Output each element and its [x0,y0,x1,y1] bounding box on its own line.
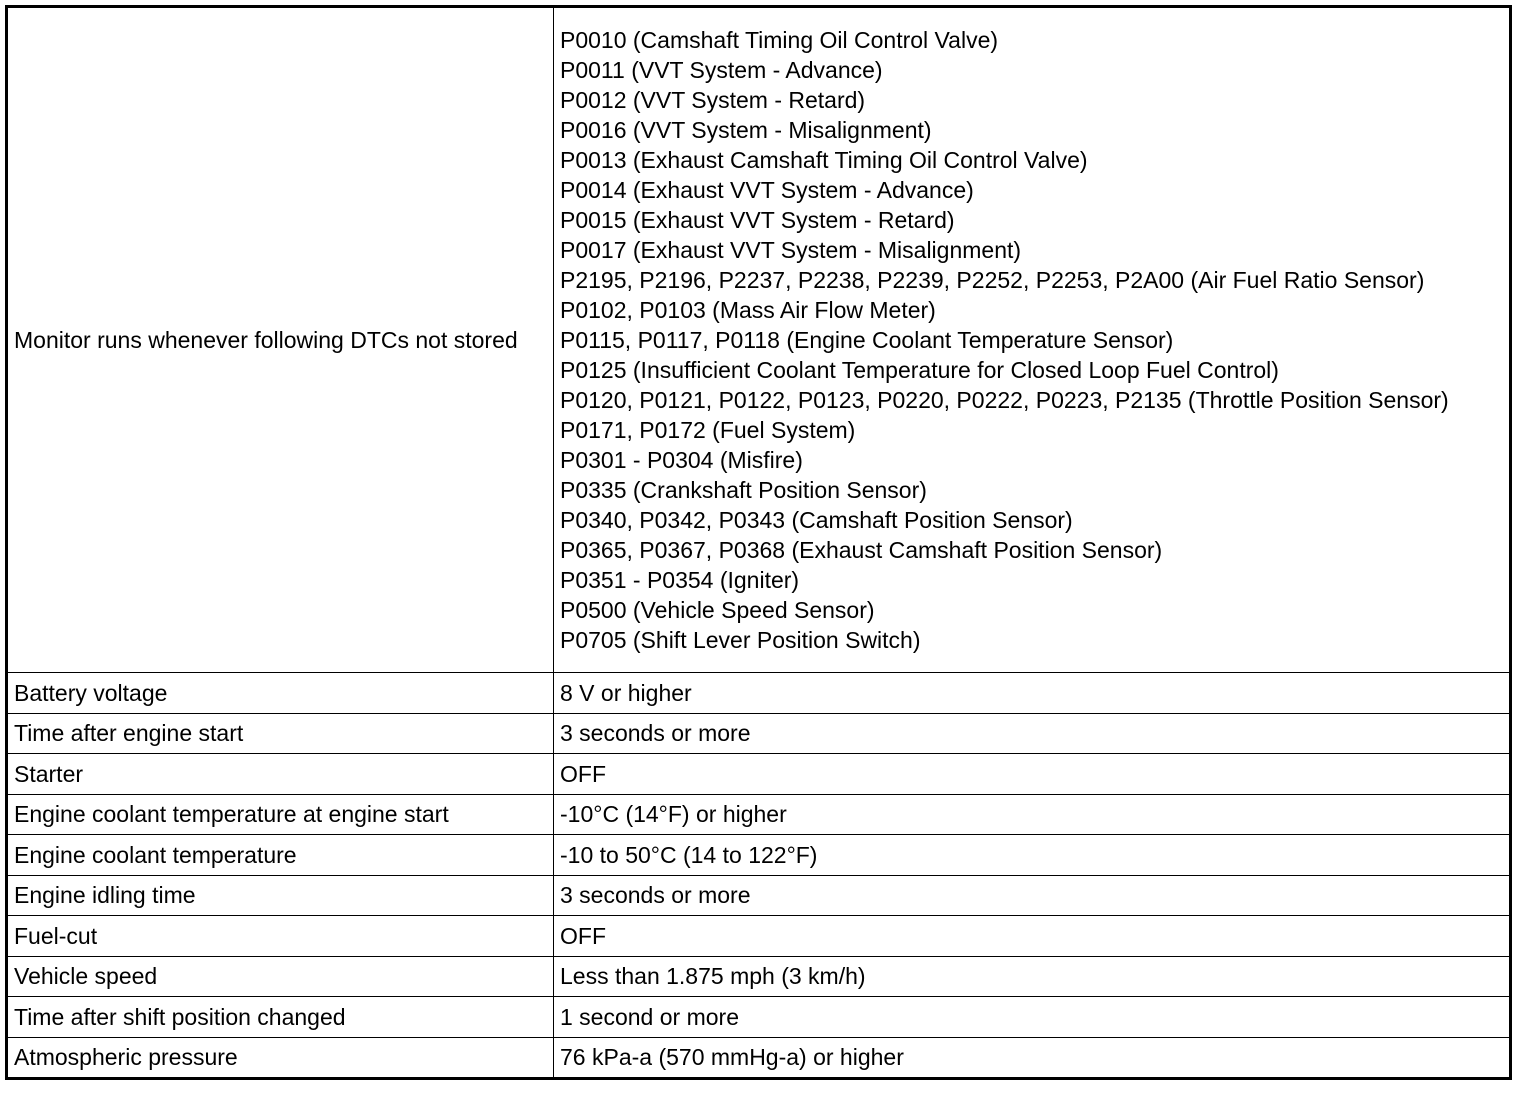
condition-label: Vehicle speed [7,956,554,997]
dtc-line: P0015 (Exhaust VVT System - Retard) [560,207,955,233]
condition-label: Monitor runs whenever following DTCs not stored [7,7,554,673]
condition-label: Engine coolant temperature at engine start [7,794,554,835]
dtc-line: P0120, P0121, P0122, P0123, P0220, P0222, P0223, P2135 (Throttle Position Sensor) [560,387,1449,413]
condition-label: Engine coolant temperature [7,835,554,876]
condition-value: 76 kPa-a (570 mmHg-a) or higher [554,1037,1511,1079]
condition-label: Time after shift position changed [7,997,554,1038]
condition-value: 3 seconds or more [554,713,1511,754]
condition-value: 8 V or higher [554,673,1511,714]
dtc-line: P0012 (VVT System - Retard) [560,87,866,113]
dtc-line: P0016 (VVT System - Misalignment) [560,117,932,143]
condition-value: 3 seconds or more [554,875,1511,916]
table-row [7,794,1511,835]
dtc-line: P0705 (Shift Lever Position Switch) [560,627,921,653]
table-row [7,713,1511,754]
condition-value: Less than 1.875 mph (3 km/h) [554,956,1511,997]
dtc-line: P0125 (Insufficient Coolant Temperature for Closed Loop Fuel Control) [560,357,1279,383]
table-row [7,835,1511,876]
dtc-list-cell [554,7,1511,673]
dtc-line: P2195, P2196, P2237, P2238, P2239, P2252, P2253, P2A00 (Air Fuel Ratio Sensor) [560,267,1425,293]
dtc-line: P0115, P0117, P0118 (Engine Coolant Temperature Sensor) [560,327,1174,353]
dtc-line: P0500 (Vehicle Speed Sensor) [560,597,875,623]
dtc-line: P0102, P0103 (Mass Air Flow Meter) [560,297,936,323]
dtc-line: P0301 - P0304 (Misfire) [560,447,803,473]
dtc-line: P0340, P0342, P0343 (Camshaft Position Sensor) [560,507,1073,533]
condition-value: -10 to 50°C (14 to 122°F) [554,835,1511,876]
condition-label: Fuel-cut [7,916,554,957]
dtc-line: P0335 (Crankshaft Position Sensor) [560,477,927,503]
table-row-dtc-conditions [7,7,1511,673]
condition-label: Battery voltage [7,673,554,714]
dtc-line: P0011 (VVT System - Advance) [560,57,883,83]
dtc-line: P0171, P0172 (Fuel System) [560,417,856,443]
table-row [7,1037,1511,1079]
dtc-line: P0014 (Exhaust VVT System - Advance) [560,177,974,203]
condition-value: OFF [554,754,1511,795]
table-row [7,997,1511,1038]
condition-value: 1 second or more [554,997,1511,1038]
table-row [7,754,1511,795]
dtc-line: P0013 (Exhaust Camshaft Timing Oil Control Valve) [560,147,1088,173]
condition-value: -10°C (14°F) or higher [554,794,1511,835]
condition-value: OFF [554,916,1511,957]
table-row [7,875,1511,916]
condition-label: Time after engine start [7,713,554,754]
table-row [7,673,1511,714]
table-row [7,916,1511,957]
monitor-conditions-table [5,5,1512,1080]
condition-label: Engine idling time [7,875,554,916]
dtc-line: P0365, P0367, P0368 (Exhaust Camshaft Position Sensor) [560,537,1163,563]
dtc-line: P0010 (Camshaft Timing Oil Control Valve) [560,27,999,53]
condition-label: Atmospheric pressure [7,1037,554,1079]
condition-label: Starter [7,754,554,795]
table-row [7,956,1511,997]
dtc-line: P0017 (Exhaust VVT System - Misalignment) [560,237,1022,263]
dtc-line: P0351 - P0354 (Igniter) [560,567,800,593]
